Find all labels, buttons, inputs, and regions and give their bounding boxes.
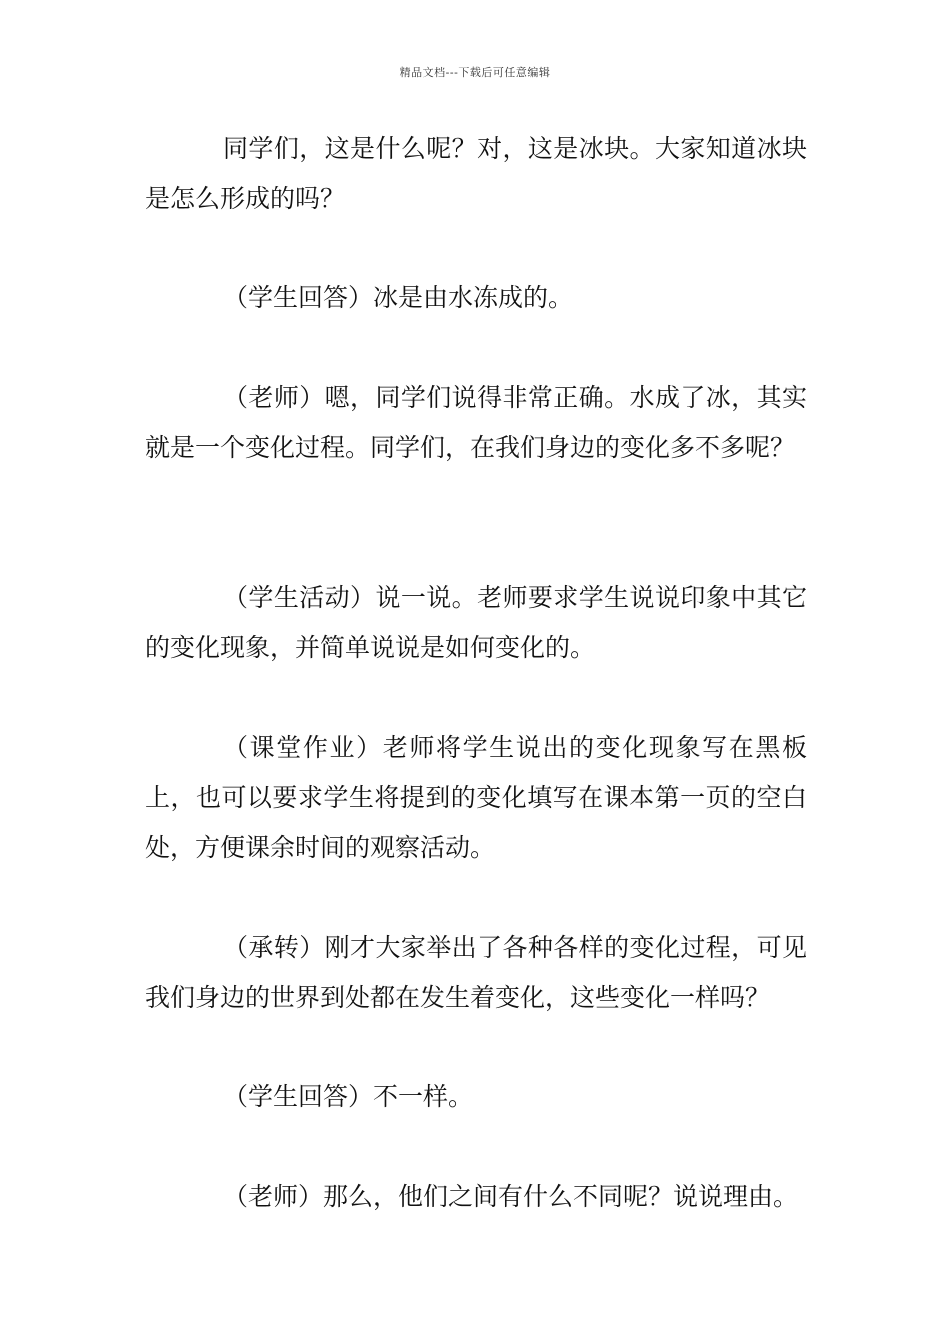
paragraph-1: 同学们，这是什么呢？对，这是冰块。大家知道冰块是怎么形成的吗？ [145, 134, 807, 213]
page-header: 精品文档---下载后可任意编辑 [399, 66, 551, 79]
paragraph-2: （学生回答）冰是由水冻成的。 [223, 283, 574, 312]
paragraph-8: （老师）那么，他们之间有什么不同呢？说说理由。 [223, 1182, 799, 1211]
paragraph-7: （学生回答）不一样。 [223, 1082, 474, 1111]
paragraph-4: （学生活动）说一说。老师要求学生说说印象中其它的变化现象，并简单说说是如何变化的。 [145, 583, 807, 662]
paragraph-3: （老师）嗯，同学们说得非常正确。水成了冰，其实就是一个变化过程。同学们，在我们身边的变化多不多呢？ [145, 383, 807, 462]
paragraph-5: （课堂作业）老师将学生说出的变化现象写在黑板上，也可以要求学生将提到的变化填写在课本第一页的空白处，方便课余时间的观察活动。 [145, 733, 807, 862]
paragraph-6: （承转）刚才大家举出了各种各样的变化过程，可见我们身边的世界到处都在发生着变化，这些变化一样吗？ [145, 933, 807, 1012]
